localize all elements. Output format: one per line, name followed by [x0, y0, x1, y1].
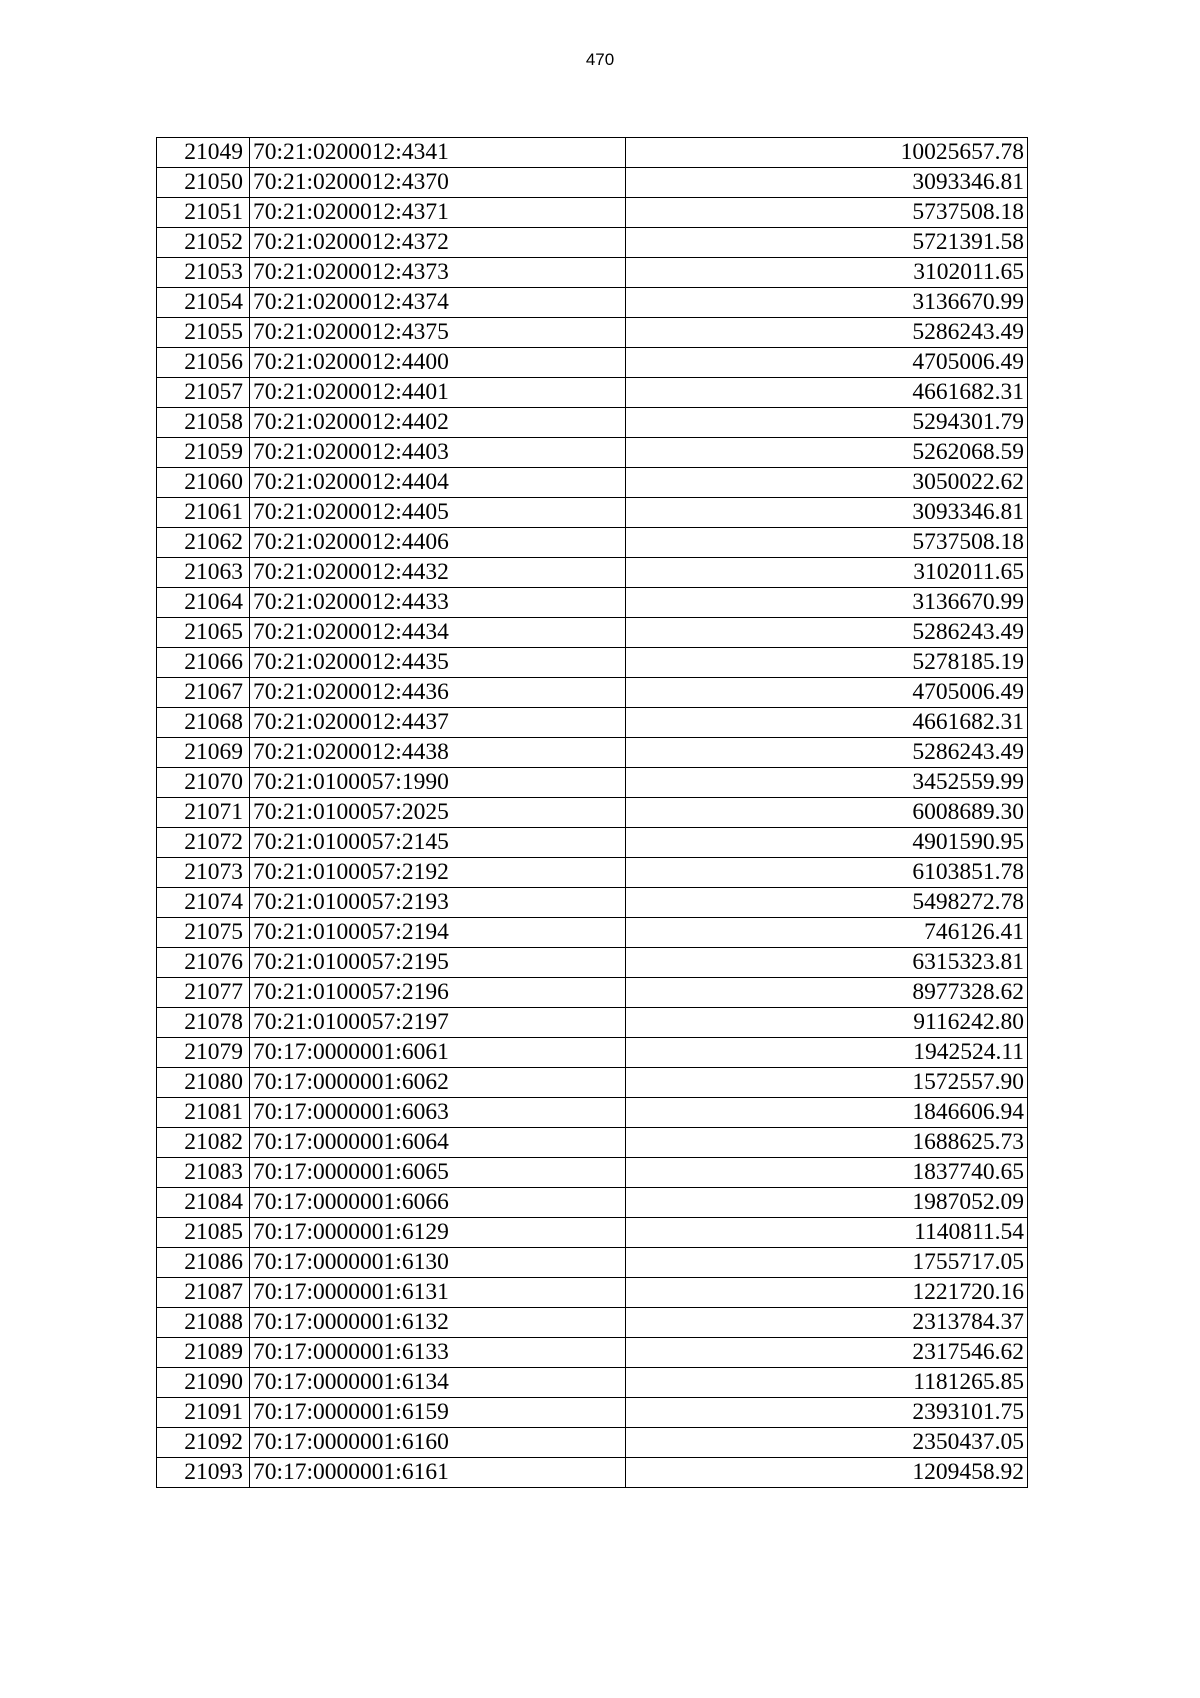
row-number-cell: 21052 — [157, 228, 250, 258]
table-row — [157, 918, 1028, 948]
value-cell: 6008689.30 — [626, 798, 1028, 828]
row-number-cell: 21068 — [157, 708, 250, 738]
cadastral-number-cell: 70:17:0000001:6134 — [250, 1368, 626, 1398]
table-row — [157, 1188, 1028, 1218]
table-row — [157, 1218, 1028, 1248]
value-cell: 5498272.78 — [626, 888, 1028, 918]
value-cell: 1688625.73 — [626, 1128, 1028, 1158]
row-number-cell: 21053 — [157, 258, 250, 288]
table-row — [157, 648, 1028, 678]
cadastral-number-cell: 70:21:0100057:2196 — [250, 978, 626, 1008]
table-row — [157, 1398, 1028, 1428]
value-cell: 746126.41 — [626, 918, 1028, 948]
cadastral-number-cell: 70:21:0200012:4434 — [250, 618, 626, 648]
cadastral-number-cell: 70:21:0100057:1990 — [250, 768, 626, 798]
value-cell: 5294301.79 — [626, 408, 1028, 438]
row-number-cell: 21083 — [157, 1158, 250, 1188]
table-row — [157, 1128, 1028, 1158]
value-cell: 4661682.31 — [626, 378, 1028, 408]
table-row — [157, 378, 1028, 408]
table-row — [157, 708, 1028, 738]
value-cell: 1221720.16 — [626, 1278, 1028, 1308]
value-cell: 1572557.90 — [626, 1068, 1028, 1098]
table-row — [157, 1098, 1028, 1128]
value-cell: 10025657.78 — [626, 138, 1028, 168]
cadastral-number-cell: 70:21:0200012:4402 — [250, 408, 626, 438]
cadastral-number-cell: 70:17:0000001:6064 — [250, 1128, 626, 1158]
cadastral-number-cell: 70:17:0000001:6159 — [250, 1398, 626, 1428]
cadastral-number-cell: 70:17:0000001:6133 — [250, 1338, 626, 1368]
cadastral-number-cell: 70:21:0100057:2197 — [250, 1008, 626, 1038]
table-row — [157, 1308, 1028, 1338]
table-row — [157, 258, 1028, 288]
row-number-cell: 21073 — [157, 858, 250, 888]
row-number-cell: 21079 — [157, 1038, 250, 1068]
row-number-cell: 21055 — [157, 318, 250, 348]
cadastral-value-table-container — [156, 137, 1028, 1488]
cadastral-number-cell: 70:21:0200012:4341 — [250, 138, 626, 168]
table-row — [157, 408, 1028, 438]
table-row — [157, 948, 1028, 978]
row-number-cell: 21081 — [157, 1098, 250, 1128]
row-number-cell: 21080 — [157, 1068, 250, 1098]
row-number-cell: 21059 — [157, 438, 250, 468]
cadastral-number-cell: 70:17:0000001:6161 — [250, 1458, 626, 1488]
value-cell: 5721391.58 — [626, 228, 1028, 258]
table-row — [157, 198, 1028, 228]
table-row — [157, 738, 1028, 768]
row-number-cell: 21071 — [157, 798, 250, 828]
table-row — [157, 1368, 1028, 1398]
row-number-cell: 21076 — [157, 948, 250, 978]
value-cell: 5286243.49 — [626, 618, 1028, 648]
table-row — [157, 438, 1028, 468]
cadastral-number-cell: 70:21:0200012:4370 — [250, 168, 626, 198]
value-cell: 1837740.65 — [626, 1158, 1028, 1188]
value-cell: 4661682.31 — [626, 708, 1028, 738]
value-cell: 1942524.11 — [626, 1038, 1028, 1068]
table-row — [157, 138, 1028, 168]
table-row — [157, 1338, 1028, 1368]
row-number-cell: 21063 — [157, 558, 250, 588]
cadastral-number-cell: 70:17:0000001:6130 — [250, 1248, 626, 1278]
row-number-cell: 21078 — [157, 1008, 250, 1038]
cadastral-number-cell: 70:21:0200012:4401 — [250, 378, 626, 408]
table-row — [157, 498, 1028, 528]
table-row — [157, 1158, 1028, 1188]
row-number-cell: 21072 — [157, 828, 250, 858]
value-cell: 2317546.62 — [626, 1338, 1028, 1368]
cadastral-number-cell: 70:21:0200012:4373 — [250, 258, 626, 288]
cadastral-number-cell: 70:17:0000001:6062 — [250, 1068, 626, 1098]
value-cell: 3050022.62 — [626, 468, 1028, 498]
table-row — [157, 318, 1028, 348]
cadastral-number-cell: 70:21:0200012:4437 — [250, 708, 626, 738]
cadastral-number-cell: 70:21:0100057:2195 — [250, 948, 626, 978]
table-row — [157, 1458, 1028, 1488]
cadastral-number-cell: 70:21:0200012:4438 — [250, 738, 626, 768]
table-row — [157, 558, 1028, 588]
table-body — [157, 138, 1028, 1488]
row-number-cell: 21090 — [157, 1368, 250, 1398]
cadastral-number-cell: 70:21:0200012:4400 — [250, 348, 626, 378]
cadastral-number-cell: 70:21:0100057:2192 — [250, 858, 626, 888]
row-number-cell: 21064 — [157, 588, 250, 618]
value-cell: 3136670.99 — [626, 288, 1028, 318]
table-row — [157, 768, 1028, 798]
cadastral-number-cell: 70:21:0200012:4436 — [250, 678, 626, 708]
table-row — [157, 1248, 1028, 1278]
table-row — [157, 348, 1028, 378]
cadastral-number-cell: 70:21:0100057:2194 — [250, 918, 626, 948]
cadastral-number-cell: 70:17:0000001:6063 — [250, 1098, 626, 1128]
row-number-cell: 21082 — [157, 1128, 250, 1158]
value-cell: 4901590.95 — [626, 828, 1028, 858]
cadastral-number-cell: 70:21:0200012:4432 — [250, 558, 626, 588]
row-number-cell: 21051 — [157, 198, 250, 228]
table-row — [157, 228, 1028, 258]
cadastral-number-cell: 70:21:0200012:4405 — [250, 498, 626, 528]
value-cell: 5278185.19 — [626, 648, 1028, 678]
cadastral-number-cell: 70:17:0000001:6061 — [250, 1038, 626, 1068]
row-number-cell: 21066 — [157, 648, 250, 678]
table-row — [157, 1428, 1028, 1458]
value-cell: 1755717.05 — [626, 1248, 1028, 1278]
value-cell: 3093346.81 — [626, 168, 1028, 198]
row-number-cell: 21087 — [157, 1278, 250, 1308]
value-cell: 2313784.37 — [626, 1308, 1028, 1338]
cadastral-number-cell: 70:17:0000001:6160 — [250, 1428, 626, 1458]
value-cell: 2350437.05 — [626, 1428, 1028, 1458]
cadastral-number-cell: 70:21:0200012:4406 — [250, 528, 626, 558]
row-number-cell: 21084 — [157, 1188, 250, 1218]
row-number-cell: 21065 — [157, 618, 250, 648]
table-row — [157, 618, 1028, 648]
value-cell: 9116242.80 — [626, 1008, 1028, 1038]
cadastral-number-cell: 70:21:0200012:4375 — [250, 318, 626, 348]
table-row — [157, 1278, 1028, 1308]
cadastral-number-cell: 70:17:0000001:6065 — [250, 1158, 626, 1188]
row-number-cell: 21050 — [157, 168, 250, 198]
cadastral-number-cell: 70:17:0000001:6129 — [250, 1218, 626, 1248]
value-cell: 6315323.81 — [626, 948, 1028, 978]
value-cell: 2393101.75 — [626, 1398, 1028, 1428]
row-number-cell: 21089 — [157, 1338, 250, 1368]
value-cell: 5262068.59 — [626, 438, 1028, 468]
value-cell: 5737508.18 — [626, 528, 1028, 558]
cadastral-number-cell: 70:21:0100057:2145 — [250, 828, 626, 858]
table-row — [157, 288, 1028, 318]
row-number-cell: 21062 — [157, 528, 250, 558]
row-number-cell: 21075 — [157, 918, 250, 948]
table-row — [157, 588, 1028, 618]
row-number-cell: 21056 — [157, 348, 250, 378]
table-row — [157, 828, 1028, 858]
cadastral-number-cell: 70:21:0100057:2025 — [250, 798, 626, 828]
cadastral-value-table — [156, 137, 1028, 1488]
value-cell: 5286243.49 — [626, 318, 1028, 348]
value-cell: 5286243.49 — [626, 738, 1028, 768]
value-cell: 4705006.49 — [626, 678, 1028, 708]
row-number-cell: 21049 — [157, 138, 250, 168]
table-row — [157, 168, 1028, 198]
row-number-cell: 21085 — [157, 1218, 250, 1248]
value-cell: 1987052.09 — [626, 1188, 1028, 1218]
value-cell: 3136670.99 — [626, 588, 1028, 618]
row-number-cell: 21069 — [157, 738, 250, 768]
row-number-cell: 21092 — [157, 1428, 250, 1458]
row-number-cell: 21074 — [157, 888, 250, 918]
value-cell: 3452559.99 — [626, 768, 1028, 798]
row-number-cell: 21061 — [157, 498, 250, 528]
table-row — [157, 528, 1028, 558]
value-cell: 4705006.49 — [626, 348, 1028, 378]
value-cell: 6103851.78 — [626, 858, 1028, 888]
cadastral-number-cell: 70:21:0200012:4372 — [250, 228, 626, 258]
row-number-cell: 21067 — [157, 678, 250, 708]
cadastral-number-cell: 70:21:0100057:2193 — [250, 888, 626, 918]
table-row — [157, 888, 1028, 918]
value-cell: 8977328.62 — [626, 978, 1028, 1008]
table-row — [157, 1068, 1028, 1098]
cadastral-number-cell: 70:21:0200012:4371 — [250, 198, 626, 228]
cadastral-number-cell: 70:17:0000001:6132 — [250, 1308, 626, 1338]
table-row — [157, 798, 1028, 828]
row-number-cell: 21088 — [157, 1308, 250, 1338]
row-number-cell: 21086 — [157, 1248, 250, 1278]
value-cell: 5737508.18 — [626, 198, 1028, 228]
cadastral-number-cell: 70:17:0000001:6131 — [250, 1278, 626, 1308]
value-cell: 1181265.85 — [626, 1368, 1028, 1398]
page-number: 470 — [585, 50, 615, 69]
cadastral-number-cell: 70:21:0200012:4403 — [250, 438, 626, 468]
row-number-cell: 21091 — [157, 1398, 250, 1428]
cadastral-number-cell: 70:21:0200012:4404 — [250, 468, 626, 498]
row-number-cell: 21077 — [157, 978, 250, 1008]
table-row — [157, 858, 1028, 888]
cadastral-number-cell: 70:21:0200012:4433 — [250, 588, 626, 618]
table-row — [157, 1008, 1028, 1038]
row-number-cell: 21060 — [157, 468, 250, 498]
row-number-cell: 21093 — [157, 1458, 250, 1488]
value-cell: 1209458.92 — [626, 1458, 1028, 1488]
table-row — [157, 978, 1028, 1008]
cadastral-number-cell: 70:21:0200012:4435 — [250, 648, 626, 678]
cadastral-number-cell: 70:21:0200012:4374 — [250, 288, 626, 318]
value-cell: 1140811.54 — [626, 1218, 1028, 1248]
value-cell: 3093346.81 — [626, 498, 1028, 528]
cadastral-number-cell: 70:17:0000001:6066 — [250, 1188, 626, 1218]
row-number-cell: 21070 — [157, 768, 250, 798]
row-number-cell: 21058 — [157, 408, 250, 438]
value-cell: 3102011.65 — [626, 258, 1028, 288]
table-row — [157, 468, 1028, 498]
value-cell: 1846606.94 — [626, 1098, 1028, 1128]
row-number-cell: 21057 — [157, 378, 250, 408]
table-row — [157, 678, 1028, 708]
value-cell: 3102011.65 — [626, 558, 1028, 588]
row-number-cell: 21054 — [157, 288, 250, 318]
table-row — [157, 1038, 1028, 1068]
